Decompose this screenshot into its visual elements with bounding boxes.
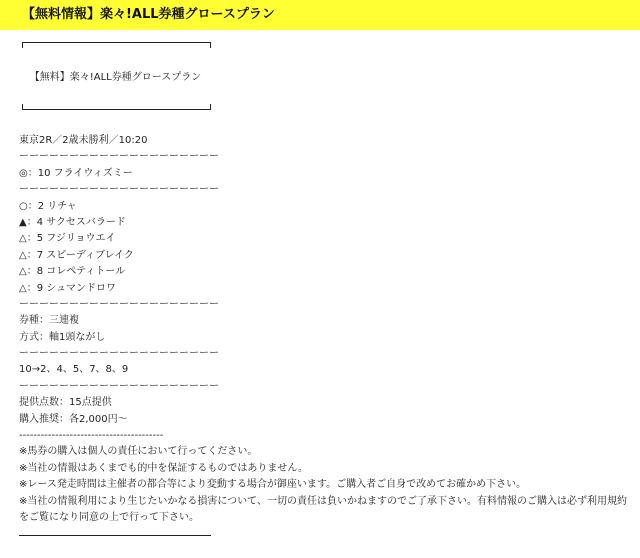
pick-taikou: ○：2 リチャ [19, 200, 77, 212]
frame-bottom-border [22, 104, 211, 110]
dash-line: ---------------------------------------- [19, 430, 164, 442]
end-rule [19, 535, 211, 536]
separator: ーーーーーーーーーーーーーーーーーーーー [19, 151, 219, 163]
recommended-purchase: 購入推奨：各2,000円〜 [19, 413, 128, 425]
race-info: 東京2R／2歳未勝利／10:20 [19, 135, 148, 146]
race-info-content [19, 133, 634, 526]
pick-renka: △：8 コレペティトール [19, 266, 126, 278]
pick-honmei: ◎：10 フライウィズミー [19, 167, 133, 179]
pick-tanana: ▲：4 サクセスバラード [19, 216, 126, 228]
separator: ーーーーーーーーーーーーーーーーーーーー [19, 348, 219, 360]
plan-title: 【無料】楽々!ALL券種グロースプラン [29, 72, 202, 83]
banner-title: 【無料情報】楽々!ALL券種グロースプラン [22, 7, 275, 22]
ticket-type: 券種：三連複 [19, 315, 79, 327]
separator: ーーーーーーーーーーーーーーーーーーーー [19, 380, 219, 392]
disclaimer-note: ※レース発走時間は主催者の都合等により変動する場合が御座います。ご購入者ご自身で改めてお確かめ下さい。 [19, 479, 527, 491]
frame-top-border [22, 42, 211, 48]
pick-renka: △：5 フジリョウエイ [19, 233, 116, 245]
pick-renka: △：9 シュマンドロワ [19, 282, 117, 294]
combination: 10→2、4、5、7、8、9 [19, 364, 129, 376]
bet-method: 方式：軸1頭ながし [19, 331, 106, 343]
separator: ーーーーーーーーーーーーーーーーーーーー [19, 298, 219, 310]
separator: ーーーーーーーーーーーーーーーーーーーー [19, 184, 219, 196]
disclaimer-note: ※馬券の購入は個人の責任において行ってください。 [19, 446, 258, 458]
plan-frame [22, 42, 209, 110]
pick-renka: △：7 スピーディブレイク [19, 249, 134, 261]
disclaimer-note: ※当社の情報はあくまでも的中を保証するものではありません。 [19, 462, 308, 474]
header-banner [0, 0, 640, 30]
points: 提供点数：15点提供 [19, 397, 112, 409]
disclaimer-note: ※当社の情報利用により生じたいかなる損害について、一切の責任は負いかねますのでご了承下さい。有料情報のご購入は必ず利用規約をご覧になり同意の上で行って下さい。 [19, 495, 627, 523]
